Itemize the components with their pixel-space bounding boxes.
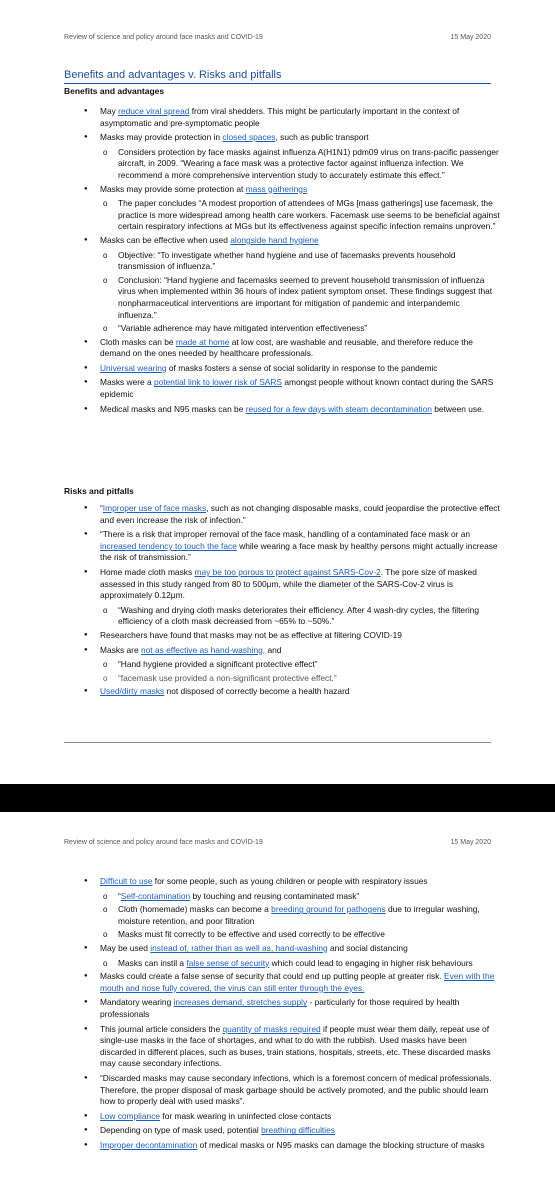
list-item: [82, 503, 500, 526]
header-date: 15 May 2020: [450, 839, 491, 846]
list-item: [82, 645, 500, 657]
item-text: Cloth masks can be: [100, 336, 176, 347]
list-item: [82, 1073, 500, 1108]
item-text: “Hand hygiene provided a significant protective effect”: [118, 659, 318, 670]
list-item: [82, 943, 500, 955]
sub-list-item: [100, 673, 500, 685]
page-separator: [0, 784, 555, 812]
item-text: Masks could create a false sense of security that could end up putting people at greater risk.: [100, 971, 445, 982]
section-title: Benefits and advantages v. Risks and pitfalls: [64, 69, 282, 81]
list-item: [82, 997, 500, 1020]
item-text: if people must wear them daily, repeat use of single-use masks in the face of shortages, and what to do with the rubbish. Used masks have been discarded in different places, such as buses, train stations, hospitals, streets, etc. These discarded masks may cause secondary infections.: [100, 1023, 491, 1069]
item-text: Masks must fit correctly to be effective and used correctly to be effective: [118, 929, 385, 940]
sub-list-item: [100, 147, 500, 182]
item-text: Masks may provide protection in: [100, 132, 223, 143]
header-date: 15 May 2020: [450, 34, 491, 41]
item-text: due to irregular washing, moisture retention, and poor filtration: [118, 904, 480, 926]
list-item: [82, 686, 500, 698]
list-item: [82, 971, 500, 994]
item-text: “: [118, 890, 121, 901]
item-text: “Variable adherence may have mitigated intervention effectiveness”: [118, 323, 368, 334]
list-item: [82, 876, 500, 888]
item-link[interactable]: breathing difficulties: [261, 1125, 335, 1136]
list-item: [82, 1140, 500, 1152]
item-link[interactable]: reduce viral spread: [118, 106, 190, 116]
item-link[interactable]: reused for a few days with steam decontamination: [245, 403, 432, 414]
page-header: [64, 34, 491, 41]
item-text: Depending on type of mask used, potential: [100, 1125, 262, 1136]
sub-list-item: [100, 958, 500, 970]
item-text: of medical masks or N95 masks can damage the blocking structure of masks: [197, 1139, 485, 1150]
list-item: [82, 1024, 500, 1070]
item-link[interactable]: breeding ground for pathogens: [271, 904, 386, 915]
list-item: [82, 404, 500, 416]
item-text: of masks fosters a sense of social solidarity in response to the pandemic: [166, 362, 438, 373]
item-link[interactable]: quantity of masks required: [222, 1023, 321, 1034]
list-item: [82, 235, 500, 247]
item-text: between use.: [431, 403, 485, 414]
risks-heading: Risks and pitfalls: [64, 486, 134, 496]
item-text: amongst people without known contact during the SARS epidemic: [100, 377, 494, 400]
item-text: and social distancing: [327, 942, 408, 953]
sub-list-item: [100, 250, 500, 273]
list-item: [82, 1111, 500, 1123]
item-link[interactable]: increases demand, stretches supply: [173, 997, 308, 1008]
item-text: Masks may provide some protection at: [100, 183, 246, 194]
risks-list: [82, 503, 500, 701]
item-text: Cloth (homemade) masks can become a: [118, 904, 272, 915]
list-item: [82, 363, 500, 375]
item-text: Mandatory wearing: [100, 997, 174, 1008]
item-link[interactable]: mass gatherings: [245, 183, 308, 194]
item-text: Medical masks and N95 masks can be: [100, 403, 246, 414]
item-link[interactable]: Used/dirty masks: [100, 686, 165, 697]
item-link[interactable]: may be too porous to protect against SARS-Cov-2: [194, 566, 381, 577]
sub-list-item: [100, 904, 500, 927]
item-text: and: [265, 644, 282, 655]
item-link[interactable]: Universal wearing: [100, 362, 167, 373]
list-item: [82, 106, 500, 129]
item-text: , such as not changing disposable masks, could jeopardise the protective effect and even increase the risk of infection.”: [100, 503, 500, 525]
item-text: Researchers have found that masks may not be as effective at filtering COVID-19: [100, 629, 402, 640]
item-text: This journal article considers the: [100, 1023, 223, 1034]
item-text: Masks are: [100, 644, 141, 655]
item-text: , such as public transport: [275, 132, 369, 143]
sub-list-item: [100, 275, 500, 321]
item-text: from viral shedders. This might be particularly important in the context of asymptomatic and pre-symptomatic people: [100, 106, 460, 128]
page-header: [64, 839, 491, 846]
page-footer-rule: [64, 742, 491, 743]
item-link[interactable]: Low compliance: [100, 1110, 161, 1121]
list-item: [82, 1125, 500, 1137]
item-link[interactable]: made at home: [175, 336, 230, 347]
sub-list-item: [100, 323, 500, 335]
list-item: [82, 630, 500, 642]
item-text: Masks can instil a: [118, 957, 187, 968]
sub-list-item: [100, 929, 500, 941]
item-text: May be used: [100, 942, 151, 953]
item-link[interactable]: Self-contamination: [120, 890, 191, 901]
item-text: “Washing and drying cloth masks deteriorates their efficiency. After 4 wash-dry cycles, the filtering efficiency of a cloth mask decreased from ~65% to ~50%.”: [118, 604, 480, 627]
item-text: not disposed of correctly become a health hazard: [164, 686, 350, 697]
item-link[interactable]: Even with the mouth and nose fully covered, the virus can still enter through the eyes.: [100, 971, 495, 993]
item-text: for mask wearing in uninfected close contacts: [160, 1110, 332, 1121]
sub-list-item: [100, 605, 500, 628]
item-text: Conclusion: “Hand hygiene and facemasks seemed to prevent household transmission of influenza virus when implemented within 36 hours of index patient symptom onset. These findings suggest that nonpharmaceutical interventions are important for mitigation of pandemic and interpandemic influenza.”: [118, 274, 493, 320]
item-text: “facemask use provided a non-significant protective effect.”: [118, 672, 337, 683]
item-text: “There is a risk that improper removal of the face mask, handling of a contaminated face mask or an: [100, 529, 471, 540]
item-link[interactable]: closed spaces: [222, 132, 276, 143]
item-text: “Discarded masks may cause secondary infections, which is a foremost concern of medical professionals. Therefore, the proper disposal of mask garbage should be actively promoted, and the public should learn how to properly deal with used masks”.: [100, 1072, 492, 1107]
item-link[interactable]: Improper use of face masks: [102, 503, 207, 513]
item-text: which could lead to engaging in higher risk behaviours: [269, 957, 473, 968]
sub-list-item: [100, 659, 500, 671]
header-title: Review of science and policy around face masks and COVID-19: [64, 34, 263, 41]
item-text: by touching and reusing contaminated mask”: [190, 890, 360, 901]
item-text: Objective: “To investigate whether hand hygiene and use of facemasks prevents household transmission of influenza.”: [118, 249, 456, 272]
item-text: for some people, such as young children or people with respiratory issues: [152, 876, 428, 886]
sub-list-item: [100, 198, 500, 233]
list-item: [82, 337, 500, 360]
item-text: May: [100, 106, 119, 116]
item-text: The paper concludes “A modest proportion of attendees of MGs [mass gatherings] use facemask, the practice is more widespread among health care workers. Facemask use seems to be beneficial against certain respiratory infections at MGs but its effectiveness against specific infection remains unproven.”: [118, 198, 500, 232]
list-item: [82, 529, 500, 564]
item-text: Home made cloth masks: [100, 566, 195, 577]
item-link[interactable]: potential link to lower risk of SARS: [154, 377, 283, 388]
list-item: [82, 184, 500, 196]
benefits-heading: Benefits and advantages: [64, 86, 165, 96]
item-text: . The pore size of masked assessed in this study ranged from 80 to 500μm, while the diameter of the SARS-Cov-2 virus is approximately 0.12μm.: [100, 566, 477, 601]
item-text: Considers protection by face masks against influenza A(H1N1) pdm09 virus on trans-pacific passenger aircraft, in 2009. “Wearing a face mask was a protective factor against influenza infection. We recommend a more comprehensive intervention study to accurately estimate this effect.”: [118, 146, 499, 180]
item-link[interactable]: instead of, rather than as well as, hand-washing: [150, 942, 328, 953]
list-item: [82, 567, 500, 602]
item-text: - particularly for those required by health professionals: [100, 997, 460, 1019]
item-link[interactable]: not as effective as hand-washing,: [140, 644, 266, 655]
item-text: while wearing a face mask by healthy persons might actually increase the risk of transmission.”: [100, 540, 498, 563]
header-title: Review of science and policy around face masks and COVID-19: [64, 839, 263, 846]
item-text: Masks can be effective when used: [100, 234, 231, 245]
item-link[interactable]: alongside hand hygiene: [230, 234, 319, 245]
item-text: at low cost, are washable and reusable, and therefore reduce the demand on the ones needed by healthcare professionals.: [100, 336, 473, 359]
page2-list: [82, 876, 500, 1154]
item-text: “: [100, 503, 103, 513]
item-link[interactable]: false sense of security: [186, 957, 270, 968]
section-title-rule: [64, 83, 491, 84]
item-link[interactable]: Difficult to use: [100, 876, 153, 886]
sub-list-item: [100, 891, 500, 903]
list-item: [82, 132, 500, 144]
item-text: Masks were a: [100, 377, 154, 388]
item-link[interactable]: increased tendency to touch the face: [100, 540, 237, 551]
item-link[interactable]: Improper decontamination: [100, 1139, 198, 1150]
list-item: [82, 377, 500, 400]
benefits-list: [82, 106, 500, 418]
